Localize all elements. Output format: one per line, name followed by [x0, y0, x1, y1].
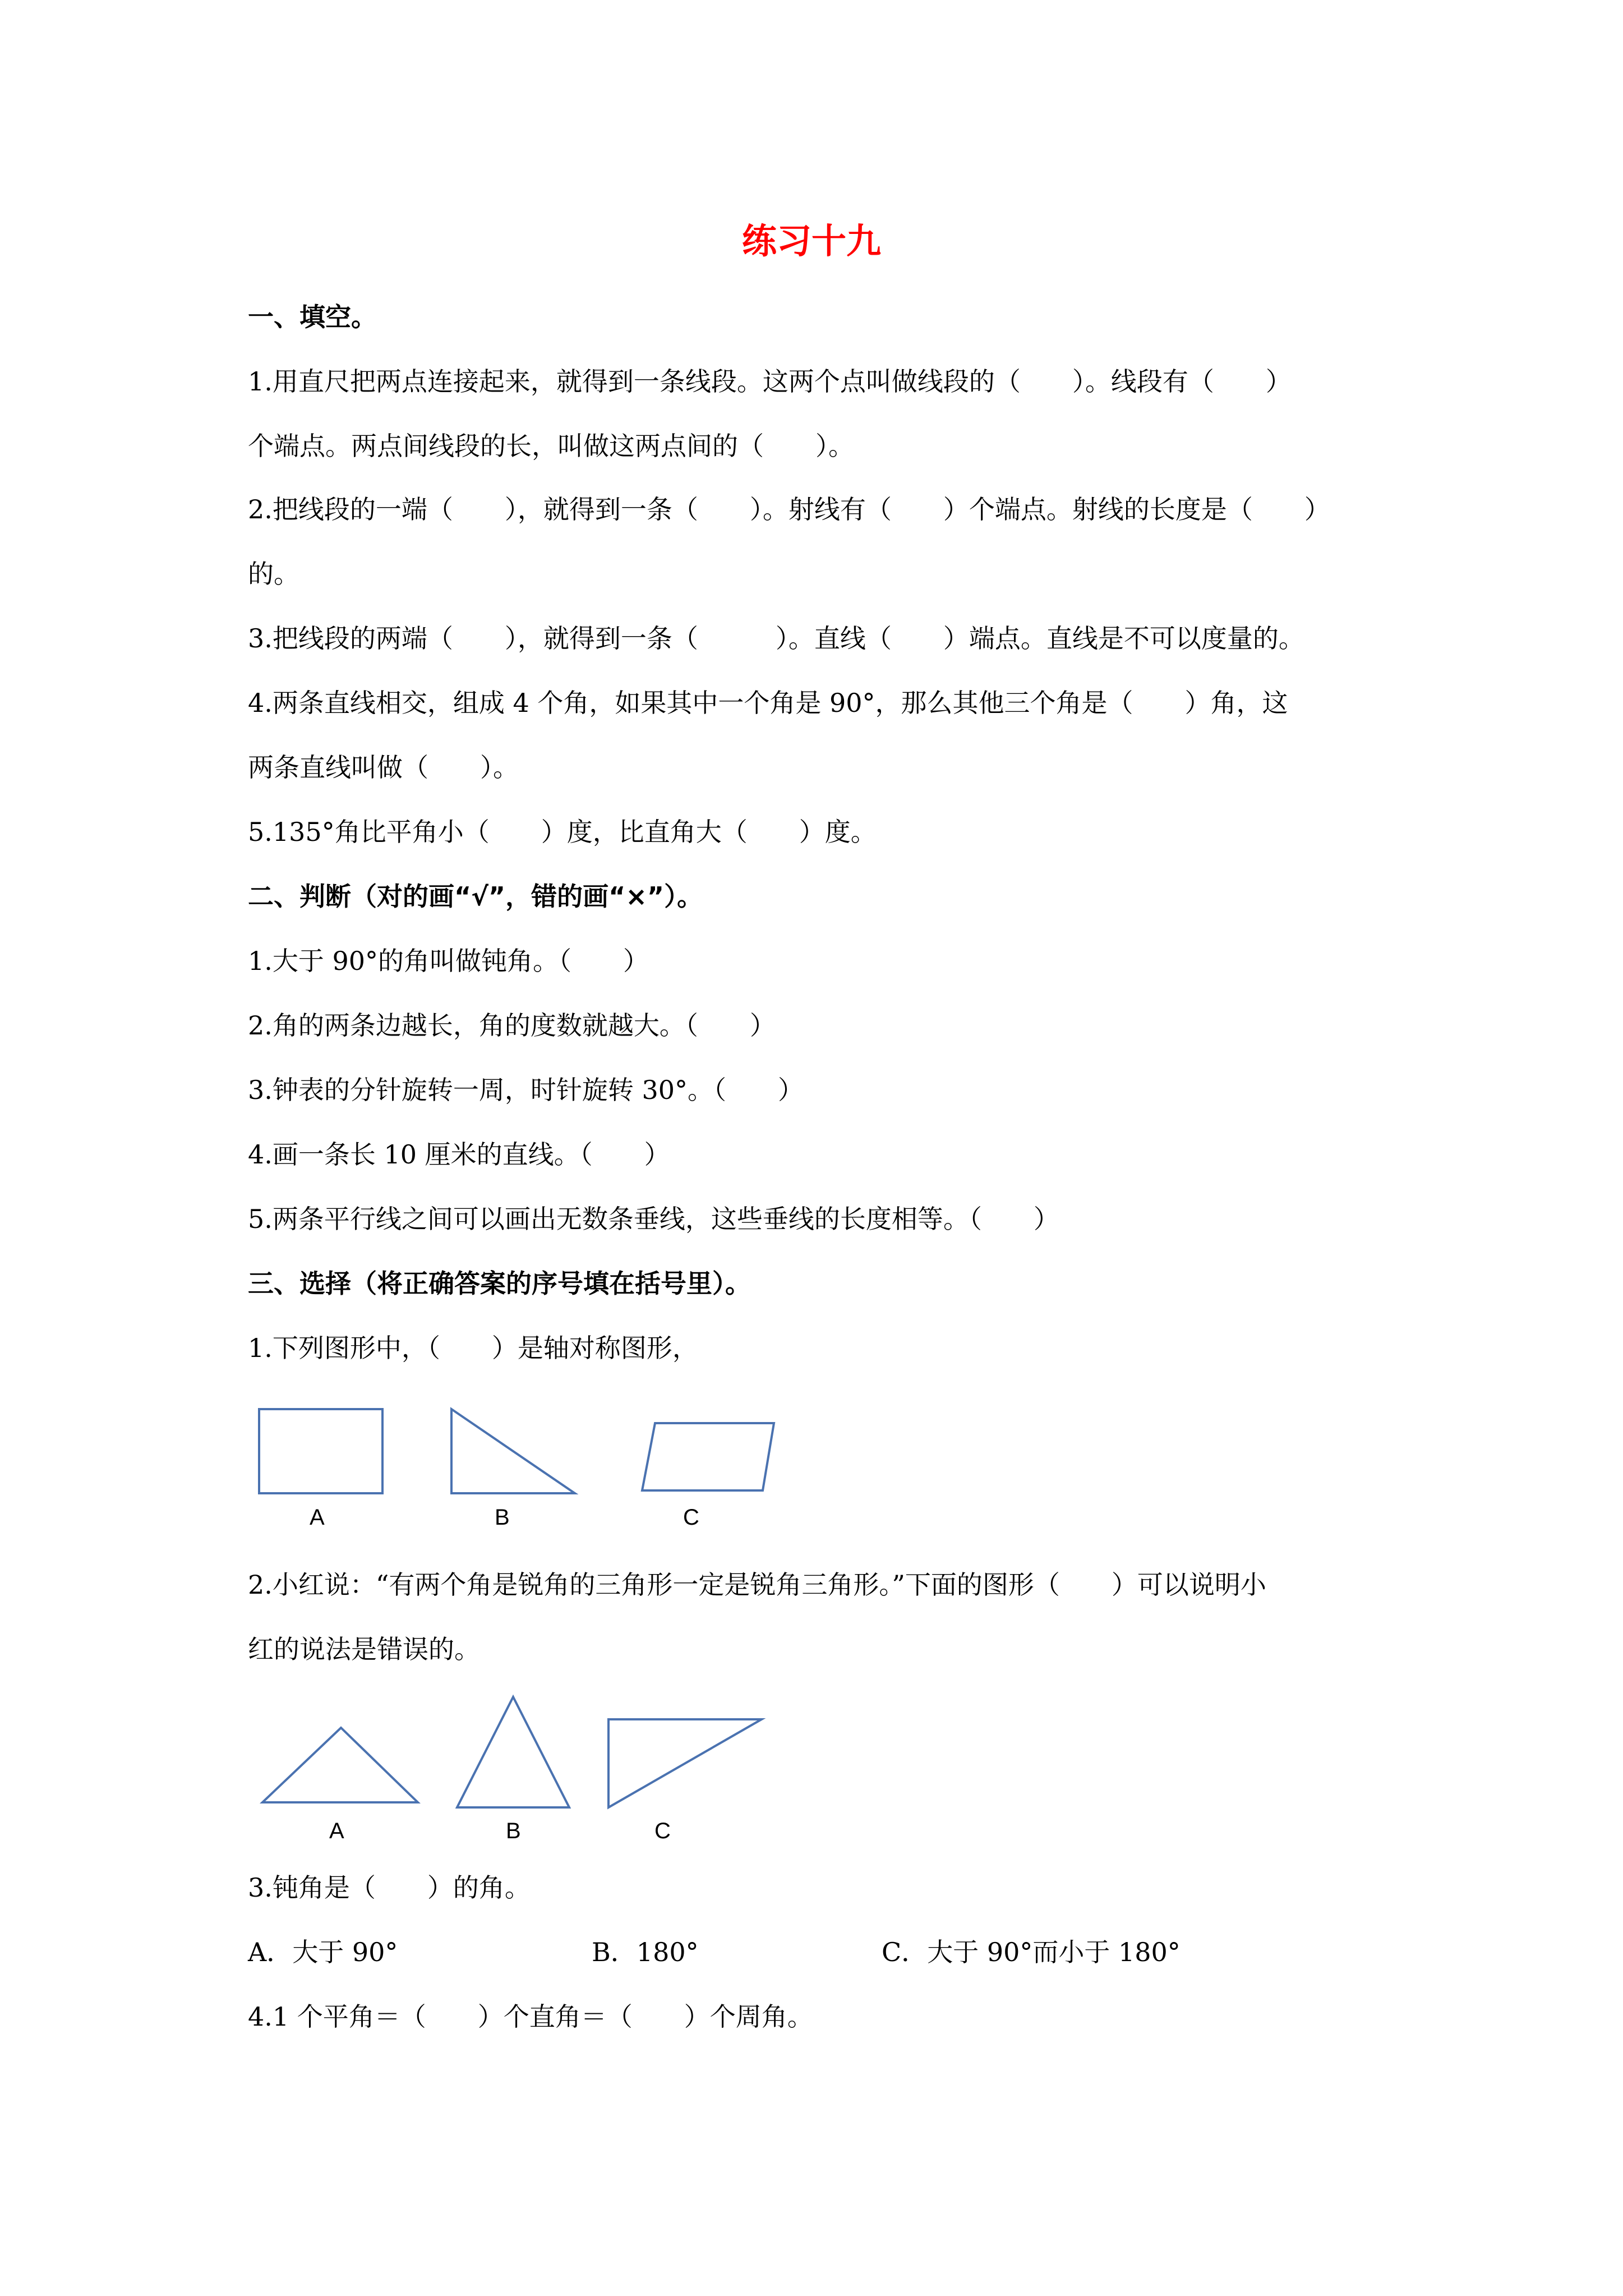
option-label-a: A: [329, 1819, 344, 1843]
right-triangle-figure-2: [608, 1719, 762, 1807]
option-label-c: C: [683, 1505, 699, 1530]
question-text: 3.钝角是（ ）的角。: [248, 1872, 531, 1903]
question-text: 红的说法是错误的。: [248, 1634, 480, 1664]
right-triangle-figure: [451, 1409, 575, 1493]
question-text: 个端点。两点间线段的长，叫做这两点间的（ ）。: [248, 431, 854, 461]
question-text: 1.大于 90°的角叫做钝角。（ ）: [248, 946, 649, 976]
choice-option-c: C．大于 90°而小于 180°: [882, 1937, 1181, 1967]
section-heading-true-false: 二、判断（对的画“√”，错的画“×”）。: [248, 881, 703, 912]
question-text: 1.下列图形中，（ ）是轴对称图形，: [248, 1333, 698, 1363]
question-text: 4.两条直线相交，组成 4 个角，如果其中一个角是 90°，那么其他三个角是（ ）角，这: [248, 688, 1288, 718]
option-label-c: C: [654, 1819, 671, 1843]
question-text: 3.把线段的两端（ ），就得到一条（ ）。直线（ ）端点。直线是不可以度量的。: [248, 623, 1304, 654]
rectangle-figure: [259, 1409, 382, 1493]
question-text: 5.135°角比平角小（ ）度，比直角大（ ）度。: [248, 817, 877, 847]
choice-option-b: B．180°: [592, 1937, 699, 1967]
option-label-a: A: [310, 1505, 325, 1530]
choice-option-a: A．大于 90°: [248, 1937, 398, 1967]
question-text: 的。: [248, 559, 299, 589]
section-heading-multiple-choice: 三、选择（将正确答案的序号填在括号里）。: [248, 1268, 751, 1299]
question-text: 2.把线段的一端（ ），就得到一条（ ）。射线有（ ）个端点。射线的长度是（ ）: [248, 494, 1330, 524]
option-label-b: B: [495, 1505, 510, 1530]
obtuse-triangle-figure: [262, 1728, 418, 1802]
question-text: 3.钟表的分针旋转一周，时针旋转 30°。（ ）: [248, 1075, 804, 1105]
question-text: 两条直线叫做（ ）。: [248, 752, 519, 783]
question-text: 2.角的两条边越长，角的度数就越大。（ ）: [248, 1010, 776, 1041]
page-title: 练习十九: [741, 220, 881, 261]
section-heading-fill-blank: 一、填空。: [248, 302, 377, 332]
question-text: 4.1 个平角＝（ ）个直角＝（ ）个周角。: [248, 2001, 813, 2032]
question-text: 5.两条平行线之间可以画出无数条垂线，这些垂线的长度相等。（ ）: [248, 1204, 1059, 1234]
acute-triangle-figure: [457, 1697, 569, 1807]
question-text: 1.用直尺把两点连接起来，就得到一条线段。这两个点叫做线段的（ ）。线段有（ ）: [248, 366, 1292, 397]
question-text: 4.画一条长 10 厘米的直线。（ ）: [248, 1139, 670, 1170]
parallelogram-figure: [642, 1423, 774, 1490]
question-text: 2.小红说：“有两个角是锐角的三角形一定是锐角三角形。”下面的图形（ ）可以说明小: [248, 1570, 1266, 1600]
option-label-b: B: [506, 1819, 521, 1843]
